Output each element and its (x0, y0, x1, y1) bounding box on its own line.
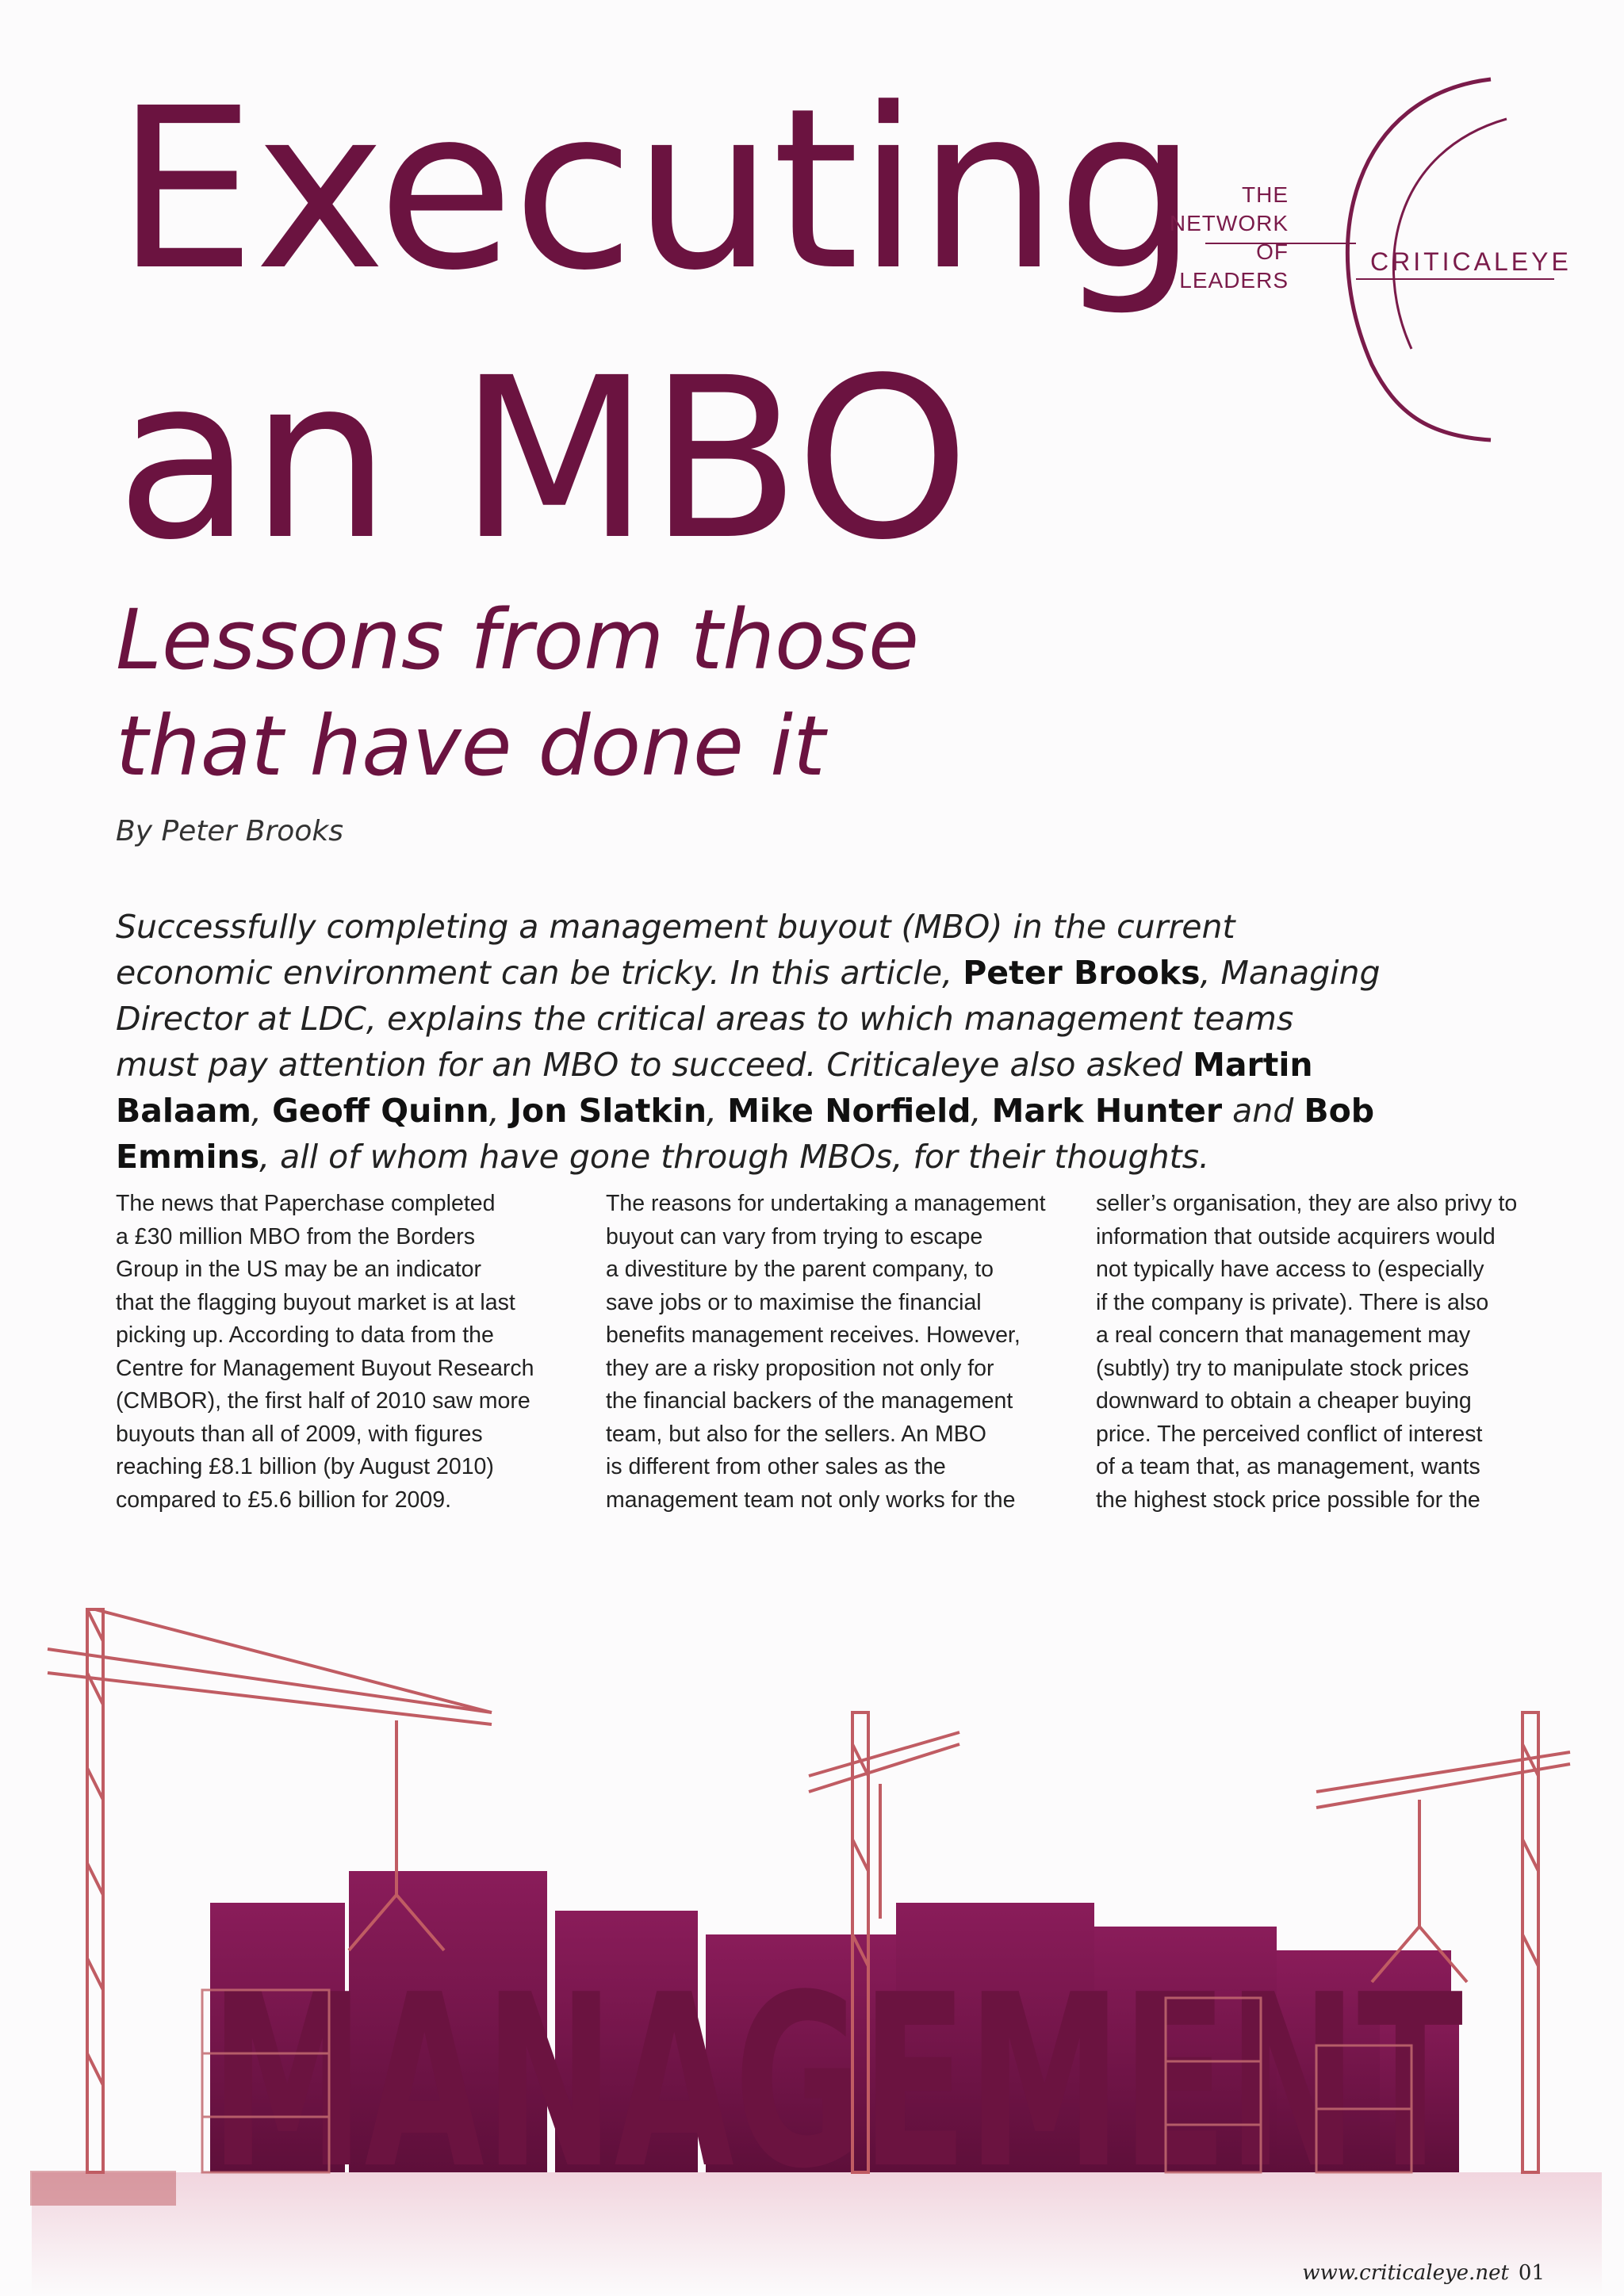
body-line: reaching £8.1 billion (by August 2010) (116, 1454, 494, 1479)
logo-brand: CRITICALEYE (1370, 247, 1572, 276)
intro-name-jon-slatkin: Jon Slatkin (509, 1092, 707, 1130)
body-line: (CMBOR), the first half of 2010 saw more (116, 1388, 530, 1414)
intro-text-2: , Managing Director at LDC, explains the critical areas to which management teams must pay attention for an MBO to succeed. Criticaleye also asked (116, 954, 1381, 1084)
body-line: price. The perceived conflict of interest (1096, 1421, 1483, 1447)
body-line: team, but also for the sellers. An MBO (606, 1421, 986, 1447)
body-line: the highest stock price possible for the (1096, 1487, 1480, 1513)
body-line: The news that Paperchase completed (116, 1191, 496, 1216)
body-line: not typically have access to (especially (1096, 1257, 1484, 1282)
page-number: 01 (1518, 2261, 1545, 2285)
body-line: buyouts than all of 2009, with figures (116, 1421, 483, 1447)
body-line: they are a risky proposition not only for (606, 1355, 994, 1381)
subtitle-line-1: Lessons from those (116, 591, 919, 688)
construction-cranes-illustration (0, 1554, 1624, 2296)
intro-name-mark-hunter: Mark Hunter (991, 1092, 1223, 1130)
intro-name-bob-emmins: Bob Emmins (116, 1092, 1375, 1176)
body-line: benefits management receives. However, (606, 1322, 1021, 1348)
intro-sep: , (707, 1092, 728, 1130)
body-line: buyout can vary from trying to escape (606, 1223, 983, 1249)
page-footer (1302, 2261, 1545, 2285)
intro-sep: , (251, 1092, 273, 1130)
criticaleye-logo (1158, 63, 1570, 460)
body-line: save jobs or to maximise the financial (606, 1289, 982, 1315)
body-line: management team not only works for the (606, 1487, 1016, 1513)
logo-tagline-2: OF LEADERS (1179, 239, 1289, 293)
body-line: a £30 million MBO from the Borders (116, 1223, 476, 1249)
body-line: if the company is private). There is also (1096, 1289, 1489, 1315)
title-line-1: Executing (116, 61, 1197, 320)
body-line: Group in the US may be an indicator (116, 1257, 481, 1282)
body-line: The reasons for undertaking a management (606, 1191, 1046, 1216)
intro-name-peter-brooks: Peter Brooks (963, 954, 1201, 992)
intro-name-mike-norfield: Mike Norfield (727, 1092, 971, 1130)
page-title (116, 55, 1196, 595)
subtitle-line-2: that have done it (116, 698, 825, 794)
body-line: the financial backers of the management (606, 1388, 1013, 1414)
body-column-2 (606, 1188, 1066, 1517)
logo-tagline (1158, 181, 1289, 295)
footer-url[interactable]: www.criticaleye.net (1302, 2261, 1509, 2285)
intro-name-geoff-quinn: Geoff Quinn (272, 1092, 489, 1130)
body-line: that the flagging buyout market is at last (116, 1289, 515, 1315)
body-column-1 (116, 1188, 576, 1517)
body-line: Centre for Management Buyout Research (116, 1355, 534, 1381)
intro-name-martin-balaam: Martin Balaam (116, 1046, 1313, 1130)
body-column-3 (1096, 1188, 1556, 1517)
intro-text-3: and (1222, 1092, 1304, 1130)
body-line: seller’s organisation, they are also privy to (1096, 1191, 1518, 1216)
logo-tagline-1: THE NETWORK (1169, 182, 1289, 235)
intro-sep: , (488, 1092, 510, 1130)
byline: By Peter Brooks (116, 815, 343, 848)
intro-text-1: Successfully completing a management buyout (MBO) in the current economic environment can be tricky. In this article, (116, 908, 1235, 992)
intro-paragraph (116, 904, 1385, 1180)
intro-text-4: , all of whom have gone through MBOs, for their thoughts. (259, 1138, 1210, 1176)
intro-sep: , (971, 1092, 992, 1130)
body-line: a real concern that management may (1096, 1322, 1471, 1348)
body-line: a divestiture by the parent company, to (606, 1257, 994, 1282)
title-line-2: an MBO (116, 331, 969, 589)
body-line: information that outside acquirers would (1096, 1223, 1496, 1249)
body-line: (subtly) try to manipulate stock prices (1096, 1355, 1469, 1381)
body-line: picking up. According to data from the (116, 1322, 494, 1348)
body-line: compared to £5.6 billion for 2009. (116, 1487, 452, 1513)
page-subtitle (116, 587, 919, 799)
management-block-letters: MANAGEMENT (210, 1944, 1465, 2221)
body-line: downward to obtain a cheaper buying (1096, 1388, 1472, 1414)
body-line: is different from other sales as the (606, 1454, 946, 1479)
body-line: of a team that, as management, wants (1096, 1454, 1480, 1479)
